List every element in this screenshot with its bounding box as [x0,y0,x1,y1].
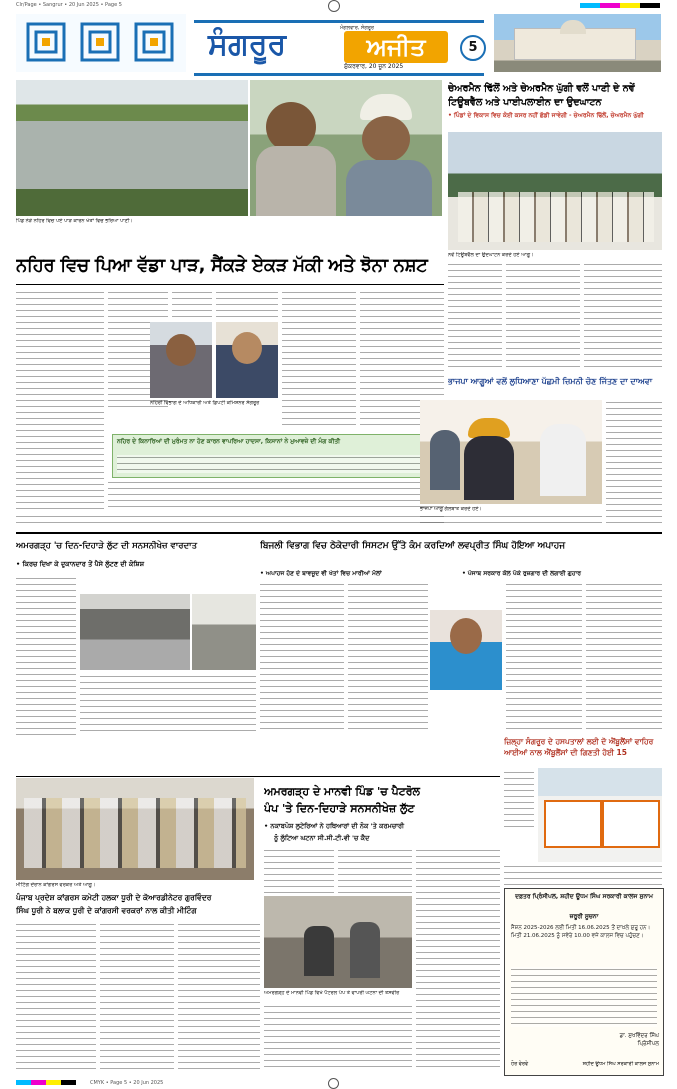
print-strip-bottom [0,1078,677,1089]
robbery-subhead: • ਕਿਰਚ ਦਿਖਾ ਕੇ ਦੁਕਾਨਦਾਰ ਤੋਂ ਪੈਸੇ ਲੁੱਟਣ ਦੀ ਕੋਸ਼ਿਸ਼ [16,560,145,568]
lead-photo-flood [16,80,248,216]
notice-body: ਸੈਸ਼ਨ 2025-2026 ਲਈ ਮਿਤੀ 16.06.2025 ਤੋਂ ਦਾਖ਼ਲੇ ਸ਼ੁਰੂ ਹਨ। ਮਿਤੀ 21.06.2025 ਨੂੰ ਸਵੇਰੇ 10.00 ਵਜੇ ਕਾਲਜ ਵਿਚ ਪਹੁੰਚਣ। [511,925,651,939]
power-body-col-4 [586,582,662,732]
power-body-col-2 [348,582,428,732]
top-right-subhead: • ਪਿੰਡਾਂ ਦੇ ਵਿਕਾਸ ਵਿਚ ਕੋਈ ਕਸਰ ਨਹੀਂ ਛੱਡੀ ਜਾਵੇਗੀ - ਚੇਅਰਮੈਨ ਢਿੱਲੋਂ, ਚੇਅਰਮੈਨ ਘੁੱਗੀ [448,112,644,119]
masthead-title-box [194,20,484,76]
cctv-photo-caption: ਅਮਰਗੜ੍ਹ ਦੇ ਮਾਨਵੀ ਪਿੰਡ ਵਿਖੇ ਪੈਟਰੋਲ ਪੰਪ ਤੇ ਵਾਪਰੀ ਘਟਨਾ ਦੀ ਤਸਵੀਰ [264,990,400,996]
petrol-cctv-photo [264,896,412,988]
lead-inset-photo-official-2 [216,322,278,398]
meeting-headline-1: ਪੰਜਾਬ ਪ੍ਰਦੇਸ਼ ਕਾਂਗਰਸ ਕਮੇਟੀ ਹਲਕਾ ਧੂਰੀ ਦੇ ਕੋਆਰਡੀਨੇਟਰ ਗੁਰਵਿੰਦਰ [16,893,212,902]
small-photo [420,400,602,504]
small-body-col [606,400,662,524]
notice-box [504,888,664,1076]
ambulance-headline: ਜ਼ਿਲ੍ਹਾ ਸੰਗਰੂਰ ਦੇ ਹਸਪਤਾਲਾਂ ਲਈ ਦੋ ਐਂਬੂਲੈਂਸਾਂ ਵਾਹਿਰ ਆਈਆਂ ਨਾਲ ਐਂਬੂਲੈਂਸਾਂ ਦੀ ਗਿਣਤੀ ਹੋਈ 15 [504,737,654,757]
top-right-body-col-1 [448,262,502,372]
masthead-paper: ਅਜੀਤ [344,31,448,63]
print-strip-text: Clr/Page • Sangrur • 20 Jun 2025 • Page 5 [16,2,122,8]
masthead-landmark-photo [494,14,661,72]
color-bar-bottom [16,1080,76,1085]
petrol-body-col-3 [416,848,500,1072]
lead-inset-caption: ਨਹਿਰੀ ਵਿਭਾਗ ਦੇ ਅਧਿਕਾਰੀ ਅਤੇ ਡਿਪਟੀ ਕਮਿਸ਼ਨਰ ਸੰਗਰੂਰ [150,400,260,406]
power-headline: ਬਿਜਲੀ ਵਿਭਾਗ ਵਿਚ ਠੇਕੇਦਾਰੀ ਸਿਸਟਮ ਉੱਤੇ ਕੰਮ ਕਰਦਿਆਂ ਲਵਪ੍ਰੀਤ ਸਿੰਘ ਹੋਇਆ ਅਪਾਹਜ [260,541,566,551]
meeting-body-col-3 [178,922,260,1072]
masthead-city: ਸੰਗਰੂਰ [208,27,287,62]
robbery-cctv-photo [80,594,190,670]
notice-footer-left: ਹੋਰ ਵੇਰਵੇ [511,1061,529,1067]
power-photo-worker [430,610,502,690]
page-number: 5 [460,35,486,61]
petrol-subhead-2: ਨੂੰ ਲੁੱਟਿਆ ਘਟਨਾ ਸੀ.ਸੀ.ਟੀ.ਵੀ 'ਚ ਕੈਦ [274,834,370,842]
petrol-headline-2: ਪੰਪ 'ਤੇ ਦਿਨ-ਦਿਹਾੜੇ ਸਨਸਨੀਖੇਜ਼ ਲੁੱਟ [264,802,415,815]
notice-title: ਦਫ਼ਤਰ ਪ੍ਰਿੰਸੀਪਲ, ਸ਼ਹੀਦ ਊਧਮ ਸਿੰਘ ਸਰਕਾਰੀ ਕਾਲਜ ਸੁਨਾਮ [515,893,653,900]
petrol-body-col-4 [264,1004,412,1072]
robbery-body-col-1 [16,576,76,736]
notice-sign-role: ਪ੍ਰਿੰਸੀਪਲ [637,1041,659,1047]
lead-photo-farmers [250,80,442,216]
meeting-headline-2: ਸਿੰਘ ਧੂਰੀ ਨੇ ਬਲਾਕ ਧੂਰੀ ਦੇ ਕਾਂਗਰਸੀ ਵਰਕਰਾਂ ਨਾਲ ਕੀਤੀ ਮੀਟਿੰਗ [16,906,197,915]
lead-body-col-8 [16,514,444,524]
print-strip-bottom-text: CMYK • Page 5 • 20 Jun 2025 [90,1080,164,1086]
top-right-body-col-2 [506,262,580,372]
lead-body-col-5 [282,290,356,430]
ambulance-body-col-1 [504,770,534,830]
lead-inset-photo-official-1 [150,322,212,398]
masthead-date: ਸ਼ੁੱਕਰਵਾਰ, 20 ਜੂਨ 2025 [344,63,404,70]
lead-headline-rule [16,284,444,285]
meeting-body-col-1 [16,922,96,1072]
top-right-photo [448,132,662,250]
lead-photo-caption: ਪਿੰਡ ਨੇੜੇ ਨਹਿਰ ਵਿਚ ਪਏ ਪਾੜ ਕਾਰਨ ਖੇਤਾਂ ਵਿਚ ਭਰਿਆ ਪਾਣੀ। [16,218,133,224]
top-right-headline: ਚੇਅਰਮੈਨ ਢਿੱਲੋਂ ਅਤੇ ਚੇਅਰਮੈਨ ਘੁੱਗੀ ਵਲੋਂ ਪਾਣੀ ਦੇ ਨਵੇਂ ਟਿਊਬਵੈੱਲ ਅਤੇ ਪਾਈਪਲਾਈਨ ਦਾ ਉਦਘਾਟਨ [448,83,635,108]
robbery-cctv-photo-2 [192,594,256,670]
lead-body-col-3 [172,290,212,318]
registration-mark [328,0,340,12]
masthead-edition: ਮੰਗਲਵਾਰ, ਸੰਗਰੂਰ [340,25,374,31]
meeting-photo-caption: ਮੀਟਿੰਗ ਦੌਰਾਨ ਕਾਂਗਰਸ ਵਰਕਰ ਅਤੇ ਆਗੂ। [16,882,96,888]
masthead [16,14,661,76]
notice-subtitle: ਜ਼ਰੂਰੀ ਸੂਚਨਾ [569,913,599,920]
top-right-photo-caption: ਨਵੇਂ ਟਿਊਬਵੈੱਲ ਦਾ ਉਦਘਾਟਨ ਕਰਦੇ ਹੋਏ ਆਗੂ। [448,252,534,258]
power-body-col-3 [506,582,582,732]
petrol-subhead-1: • ਨਕਾਬਪੋਸ਼ ਲੁਟੇਰਿਆਂ ਨੇ ਹਥਿਆਰਾਂ ਦੀ ਨੋਕ 'ਤੇ ਕਰਮਚਾਰੀ [264,822,405,830]
robbery-body-col-2 [80,674,256,736]
lead-body-col-1 [16,290,104,510]
robbery-headline: ਅਮਰਗੜ੍ਹ 'ਚ ਦਿਨ-ਦਿਹਾੜੇ ਲੁੱਟ ਦੀ ਸਨਸਨੀਖੇਜ਼ ਵਾਰਦਾਤ [16,541,198,551]
lead-box-text: ਨਹਿਰ ਦੇ ਕਿਨਾਰਿਆਂ ਦੀ ਮੁਰੰਮਤ ਨਾ ਹੋਣ ਕਾਰਨ ਵਾਪਰਿਆ ਹਾਦਸਾ, ਕਿਸਾਨਾਂ ਨੇ ਮੁਆਵਜ਼ੇ ਦੀ ਮੰਗ ਕੀਤੀ [117,438,341,445]
section-rule-2 [16,776,500,777]
lead-headline: ਨਹਿਰ ਵਿਚ ਪਿਆ ਵੱਡਾ ਪਾੜ, ਸੈਂਕੜੇ ਏਕੜ ਮੱਕੀ ਅਤੇ ਝੋਨਾ ਨਸ਼ਟ [16,255,428,276]
ornament-icon [16,14,186,72]
section-rule-1 [16,532,662,534]
small-headline: ਭਾਜਪਾ ਆਗੂਆਂ ਵਲੋਂ ਲੁਧਿਆਣਾ ਪੱਛਮੀ ਜ਼ਿਮਨੀ ਚੋਣ ਜਿੱਤਣ ਦਾ ਦਾਅਵਾ [448,377,653,386]
lead-highlight-box [112,434,446,478]
power-subhead-1: • ਅਪਾਹਜ ਹੋਣ ਦੇ ਬਾਵਜੂਦ ਵੀ ਖੇਤਾਂ ਵਿਚ ਮਾਰੀਆਂ ਮੱਲਾਂ [260,570,382,577]
registration-mark-bottom [328,1078,339,1089]
small-body-col-2 [420,514,602,524]
small-photo-caption: ਭਾਜਪਾ ਆਗੂ ਗੱਲਬਾਤ ਕਰਦੇ ਹੋਏ। [420,506,482,512]
meeting-body-col-2 [100,922,174,1072]
petrol-headline-1: ਅਮਰਗੜ੍ਹ ਦੇ ਮਾਨਵੀ ਪਿੰਡ 'ਚ ਪੈਟਰੋਲ [264,785,420,798]
notice-footer-right: ਸ਼ਹੀਦ ਊਧਮ ਸਿੰਘ ਸਰਕਾਰੀ ਕਾਲਜ ਸੁਨਾਮ [582,1061,659,1067]
color-bar-top [580,3,660,8]
power-body-col-1 [260,582,344,732]
lead-body-col-7 [108,480,444,510]
ambulance-photo [538,768,662,862]
lead-body-col-4 [216,290,278,318]
ambulance-body-col-2 [504,864,662,886]
meeting-photo [16,778,254,880]
masthead-pattern-left [16,14,186,72]
petrol-body-col-2 [338,848,412,894]
print-strip-top [0,0,677,12]
notice-signature: ਡਾ. ਸੁਖਵਿੰਦਰ ਸਿੰਘ [619,1033,659,1039]
top-right-body-col-3 [584,262,662,372]
power-subhead-2: • ਪੰਜਾਬ ਸਰਕਾਰ ਕੋਲ ਪੱਕੇ ਰੁਜ਼ਗਾਰ ਦੀ ਲਗਾਈ ਗੁਹਾਰ [462,570,581,577]
petrol-body-col-1 [264,848,334,894]
